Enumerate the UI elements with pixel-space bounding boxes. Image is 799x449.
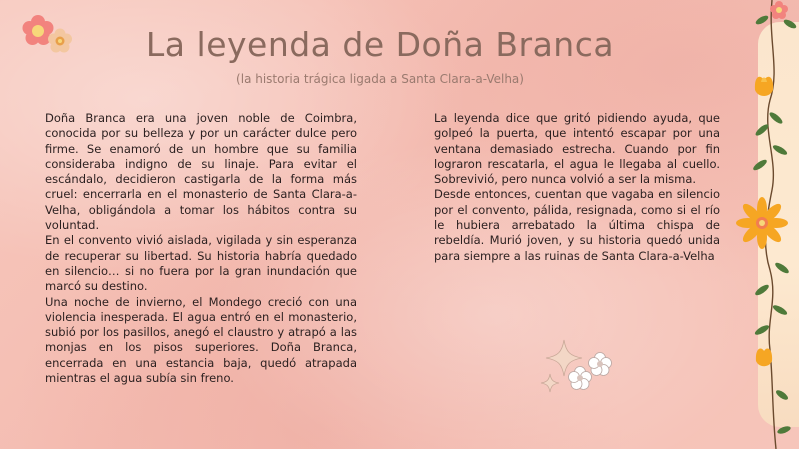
left-paragraph: Una noche de invierno, el Mondego creció con una violencia inesperada. El agua entró en el monasterio, subió por los pasillos, anegó el claustro y atrapó a las monjas en los pisos superiores. Doña Branca, encerrada en una estancia baja, quedó atrapada mientras el agua subía sin freno. [45, 294, 357, 386]
right-text-column [434, 111, 720, 264]
left-text-column [45, 111, 357, 386]
white-flower-icon [560, 350, 624, 394]
slide-subtitle: (la historia trágica ligada a Santa Clara-a-Velha) [236, 72, 524, 86]
right-paragraph: La leyenda dice que gritó pidiendo ayuda, que golpeó la puerta, que intentó escapar por una ventana demasiado estrecha. Cuando por fin lograron rescatarla, el agua le llegaba al cuello. Sobrevivió, pero nunca volvió a ser la misma. [434, 111, 720, 187]
slide-title: La leyenda de Doña Branca [145, 25, 615, 64]
left-paragraph: En el convento vivió aislada, vigilada y sin esperanza de recuperar su libertad. Su historia habría quedado en silencio… si no fuera por la gran inundación que marcó su destino. [45, 233, 357, 294]
left-paragraph: Doña Branca era una joven noble de Coimbra, conocida por su belleza y por un carácter dulce pero firme. Se enamoró de un hombre que su familia consideraba indigno de su linaje. Para evitar el escándalo, decidieron castigarla de la forma más cruel: encerrarla en el monasterio de Santa Clara-a-Velha, obligándola a tomar los hábitos contra su voluntad. [45, 111, 357, 233]
right-paragraph: Desde entonces, cuentan que vagaba en silencio por el convento, pálida, resignada, como si el río le hubiera arrebatado la última chispa de rebeldía. Murió joven, y su historia quedó unida para siempre a las ruinas de Santa Clara-a-Velha [434, 187, 720, 263]
